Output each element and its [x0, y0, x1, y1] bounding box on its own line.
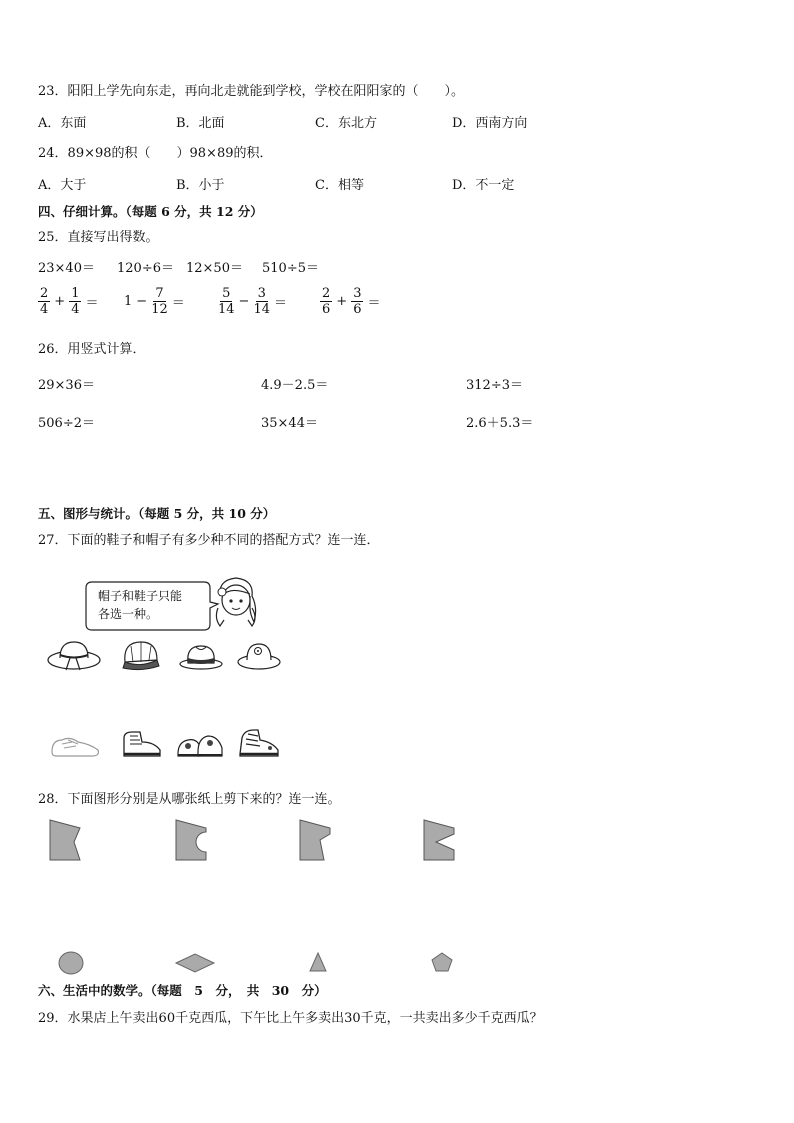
sun-hat-icon	[236, 640, 282, 672]
triangle-shape	[308, 951, 328, 973]
q24-option-c: C．相等	[315, 178, 364, 193]
section-4-title: 四、仔细计算。（每题 6 分，共 12 分）	[38, 204, 263, 219]
q25-item-4: 510÷5＝	[262, 261, 319, 276]
bubble-text-line-2: 各选一种。	[98, 607, 159, 621]
numerator: 2	[40, 286, 49, 301]
q23-option-a: A．东面	[38, 116, 87, 131]
q26-item-5: 35×44＝	[261, 416, 318, 431]
rhombus-shape	[174, 952, 216, 974]
q24-stem: 24．89×98的积（ ）98×89的积．	[38, 146, 273, 161]
numerator: 5	[222, 286, 231, 301]
q27-stem: 27．下面的鞋子和帽子有多少种不同的搭配方式？连一连．	[38, 533, 380, 548]
pentagon-shape	[430, 951, 454, 973]
q24-option-d: D．不一定	[452, 178, 515, 193]
denominator: 12	[151, 302, 168, 317]
q26-item-1: 29×36＝	[38, 378, 95, 393]
section-6-title: 六、生活中的数学。（每题 5 分， 共 30 分）	[38, 983, 327, 998]
cut-paper-4	[422, 818, 456, 862]
equals: ＝	[367, 296, 381, 311]
numerator: 3	[353, 286, 362, 301]
girl-icon	[212, 574, 260, 636]
q24-option-a: A．大于	[38, 178, 87, 193]
q25-fraction-1	[38, 286, 102, 317]
q25-item-3: 12×50＝	[186, 261, 243, 276]
q25-fraction-4	[320, 286, 384, 317]
q24-option-b: B．小于	[176, 178, 225, 193]
q28-stem: 28．下面图形分别是从哪张纸上剪下来的？连一连。	[38, 792, 341, 807]
hiking-shoe-icon	[236, 726, 282, 760]
q23-option-b: B．北面	[176, 116, 225, 131]
q23-stem: 23．阳阳上学先向东走，再向北走就能到学校，学校在阳阳家的（ ）。	[38, 84, 465, 99]
q23-option-c: C．东北方	[315, 116, 377, 131]
numerator: 7	[155, 286, 164, 301]
shoes-pair-icon	[176, 728, 224, 760]
q26-stem: 26．用竖式计算．	[38, 342, 146, 357]
cut-paper-3	[298, 818, 332, 862]
denominator: 14	[218, 302, 235, 317]
q23-option-d: D．西南方向	[452, 116, 528, 131]
denominator: 6	[353, 302, 362, 317]
q25-fraction-2	[124, 286, 189, 317]
cut-paper-2	[174, 818, 208, 862]
operator: −	[136, 294, 148, 309]
boot-icon	[118, 726, 164, 760]
numerator: 1	[71, 286, 80, 301]
operator: +	[336, 294, 348, 309]
section-5-title: 五、图形与统计。（每题 5 分，共 10 分）	[38, 506, 276, 521]
q26-item-3: 312÷3＝	[466, 378, 523, 393]
equals: ＝	[85, 296, 99, 311]
q25-fraction-3	[218, 286, 291, 317]
denominator: 14	[253, 302, 270, 317]
denominator: 4	[71, 302, 80, 317]
numerator: 3	[257, 286, 266, 301]
q26-item-6: 2.6＋5.3＝	[466, 416, 534, 431]
circle-shape	[57, 950, 85, 976]
equals: ＝	[171, 296, 185, 311]
equals: ＝	[274, 296, 288, 311]
whole: 1	[124, 294, 133, 309]
denominator: 6	[322, 302, 331, 317]
bubble-text-line-1: 帽子和鞋子只能	[98, 589, 183, 603]
operator: −	[238, 294, 250, 309]
operator: +	[54, 294, 66, 309]
hat-icon	[46, 636, 102, 674]
cap-icon	[119, 638, 161, 672]
cut-paper-1	[48, 818, 82, 862]
fedora-icon	[178, 640, 224, 672]
q25-stem: 25．直接写出得数。	[38, 230, 159, 245]
q29-stem: 29．水果店上午卖出60千克西瓜，下午比上午多卖出30千克，一共卖出多少千克西瓜？	[38, 1011, 543, 1026]
q25-item-2: 120÷6＝	[117, 261, 174, 276]
q26-item-4: 506÷2＝	[38, 416, 95, 431]
q25-item-1: 23×40＝	[38, 261, 95, 276]
numerator: 2	[322, 286, 331, 301]
q26-item-2: 4.9－2.5＝	[261, 378, 329, 393]
denominator: 4	[40, 302, 49, 317]
sneaker-icon	[48, 730, 102, 760]
